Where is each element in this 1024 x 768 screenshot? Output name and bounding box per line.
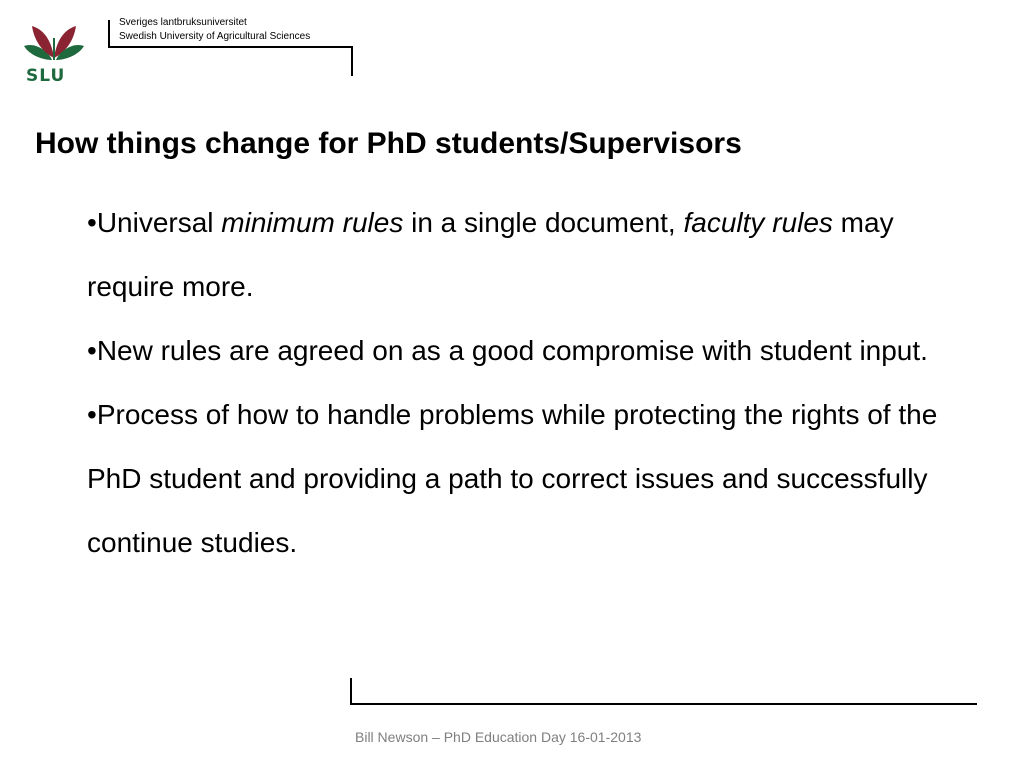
header-rule-vertical-right [351,46,353,76]
bullet-text: New rules are agreed on as a good compromise with student input. [96,335,928,366]
bullet-text: in a single document, [403,207,684,238]
bullet-marker: • [87,335,97,366]
bullet-emphasis: minimum rules [221,207,404,238]
header-rule-horizontal [108,46,353,48]
header-rule-vertical [108,20,110,48]
bullet-item [87,319,987,383]
university-name-swedish: Sveriges lantbruksuniversitet [119,17,247,28]
slu-leaf-icon [20,16,88,68]
footer-rule-vertical [350,678,352,705]
bullet-item [87,383,987,575]
bullet-item [87,191,987,319]
footer-text: Bill Newson – PhD Education Day 16-01-2013 [355,729,642,745]
bullet-list [87,191,987,575]
bullet-text: may require more. [87,207,894,302]
bullet-marker: • [87,399,97,430]
university-name [119,16,310,44]
bullet-text: Process of how to handle problems while protecting the rights of the PhD student and providing a path to correct issues and successfully continue studies. [87,399,938,558]
university-name-english: Swedish University of Agricultural Sciences [119,31,311,42]
bullet-text: Universal [96,207,222,238]
bullet-emphasis: faculty rules [683,207,833,238]
slide-title: How things change for PhD students/Supervisors [35,127,742,160]
bullet-marker: • [87,207,97,238]
logo-text: SLU [26,66,66,86]
footer-rule-horizontal [350,703,977,705]
